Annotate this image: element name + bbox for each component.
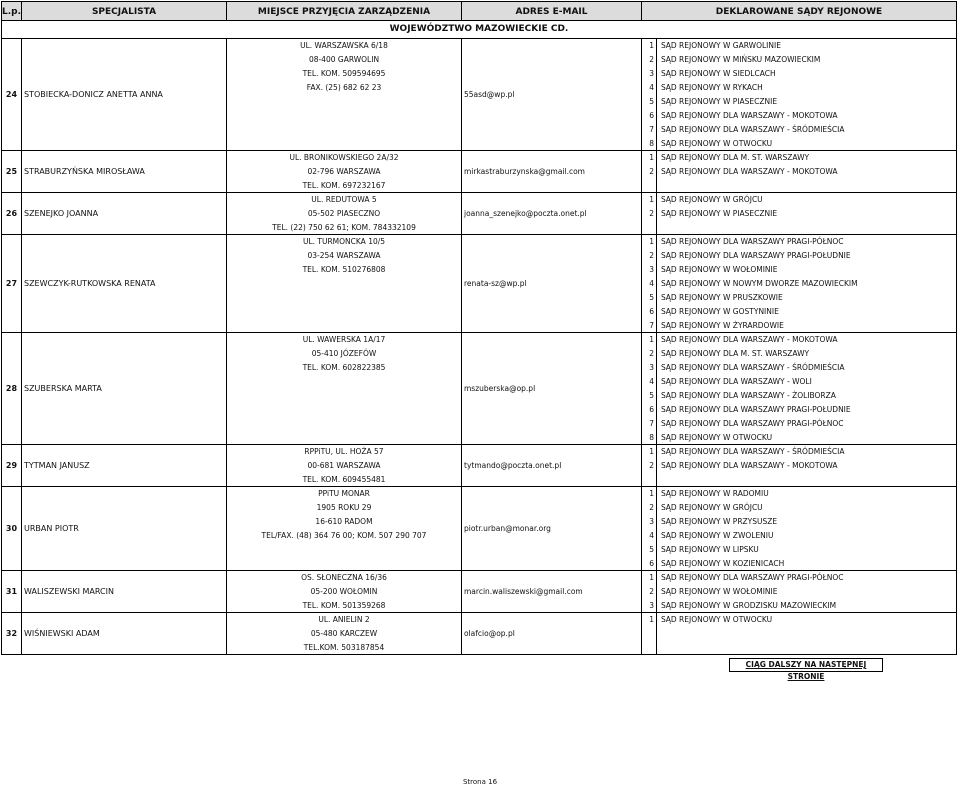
row-lp: 31: [2, 571, 22, 612]
email-cell[interactable]: joanna_szenejko@poczta.onet.pl: [462, 193, 642, 234]
court-item: [642, 179, 956, 192]
court-name: SĄD REJONOWY W OTWOCKU: [661, 615, 773, 624]
court-number: 1: [642, 151, 657, 165]
court-name: SĄD REJONOWY W GOSTYNINIE: [661, 307, 779, 316]
court-item: [642, 571, 956, 585]
court-number: 7: [642, 123, 657, 137]
table-row: [1, 193, 957, 235]
court-name: SĄD REJONOWY W NOWYM DWORZE MAZOWIECKIM: [661, 279, 858, 288]
court-number: 8: [642, 431, 657, 445]
address-line: UL. BRONIKOWSKIEGO 2A/32: [289, 153, 399, 162]
court-item: [642, 515, 956, 529]
address-cell: [227, 333, 462, 444]
court-item: [642, 585, 956, 599]
court-item: [642, 67, 956, 81]
court-number: 6: [642, 109, 657, 123]
court-name: SĄD REJONOWY DLA WARSZAWY - MOKOTOWA: [661, 111, 838, 120]
address-line: UL. REDUTOWA 5: [311, 195, 377, 204]
court-number: 3: [642, 263, 657, 277]
court-number: 5: [642, 543, 657, 557]
courts-cell: [642, 571, 956, 612]
court-name: SĄD REJONOWY W OTWOCKU: [661, 433, 773, 442]
court-item: [642, 305, 956, 319]
address-line: RPPiTU, UL. HOŻA 57: [304, 447, 384, 456]
court-number: 1: [642, 193, 657, 207]
address-cell: [227, 39, 462, 150]
courts-cell: [642, 613, 956, 654]
court-item: [642, 319, 956, 333]
court-item: [642, 557, 956, 571]
court-number: 5: [642, 95, 657, 109]
court-item: [642, 81, 956, 95]
email-cell[interactable]: renata-sz@wp.pl: [462, 235, 642, 332]
email-cell[interactable]: olafcio@op.pl: [462, 613, 642, 654]
address-line: UL. ANIELIN 2: [318, 615, 370, 624]
court-item: [642, 39, 956, 53]
court-item: [642, 501, 956, 515]
court-number: 7: [642, 319, 657, 333]
court-number: 1: [642, 333, 657, 347]
address-line: UL. TURMONCKA 10/5: [302, 237, 386, 246]
row-lp: 29: [2, 445, 22, 486]
specialist-name: WIŚNIEWSKI ADAM: [22, 613, 227, 654]
email-cell[interactable]: 55asd@wp.pl: [462, 39, 642, 150]
court-number: 5: [642, 291, 657, 305]
court-item: [642, 95, 956, 109]
address-cell: [227, 571, 462, 612]
court-name: SĄD REJONOWY DLA WARSZAWY PRAGI-PÓŁNOC: [661, 237, 844, 246]
address-line: TEL. KOM. 510276808: [302, 265, 386, 274]
court-name: SĄD REJONOWY DLA WARSZAWY - ŚRÓDMIEŚCIA: [661, 363, 845, 372]
court-name: SĄD REJONOWY DLA WARSZAWY - MOKOTOWA: [661, 461, 838, 470]
court-name: SĄD REJONOWY DLA M. ST. WARSZAWY: [661, 153, 810, 162]
specialist-name: SZENEJKO JOANNA: [22, 193, 227, 234]
court-name: SĄD REJONOWY W OTWOCKU: [661, 139, 773, 148]
court-name: SĄD REJONOWY DLA WARSZAWY - WOLI: [661, 377, 812, 386]
address-line: 1905 ROKU 29: [316, 503, 372, 512]
courts-cell: [642, 151, 956, 192]
court-number: 3: [642, 515, 657, 529]
court-number: 1: [642, 571, 657, 585]
court-number: 2: [642, 53, 657, 67]
address-cell: [227, 487, 462, 570]
court-item: [642, 599, 956, 613]
court-name: [657, 179, 661, 192]
specialist-name: SZEWCZYK-RUTKOWSKA RENATA: [22, 235, 227, 332]
court-item: [642, 375, 956, 389]
court-number: 2: [642, 165, 657, 179]
table-row: [1, 571, 957, 613]
address-line: UL. WAWERSKA 1A/17: [302, 335, 386, 344]
court-name: SĄD REJONOWY W LIPSKU: [661, 545, 759, 554]
court-name: SĄD REJONOWY DLA M. ST. WARSZAWY: [661, 349, 810, 358]
voivodeship-banner: WOJEWÓDZTWO MAZOWIECKIE CD.: [1, 21, 957, 39]
address-line: PPiTU MONAR: [318, 489, 370, 498]
court-item: [642, 263, 956, 277]
court-name: SĄD REJONOWY W PRUSZKOWIE: [661, 293, 783, 302]
email-cell[interactable]: mirkastraburzynska@gmail.com: [462, 151, 642, 192]
address-cell: [227, 613, 462, 654]
address-line: 16-610 RADOM: [315, 517, 373, 526]
continuation-note: CIĄG DALSZY NA NASTĘPNEJ STRONIE: [729, 658, 883, 672]
court-item: [642, 613, 956, 627]
specialist-name: STRABURZYŃSKA MIROSŁAWA: [22, 151, 227, 192]
address-line: TEL/FAX. (48) 364 76 00; KOM. 507 290 707: [261, 531, 427, 540]
address-line: 03-254 WARSZAWA: [307, 251, 381, 260]
address-line: 08-400 GARWOLIN: [308, 55, 380, 64]
address-line: TEL. KOM. 609455481: [302, 475, 386, 484]
court-number: 4: [642, 375, 657, 389]
address-line: 05-200 WOŁOMIN: [310, 587, 378, 596]
court-name: SĄD REJONOWY W RADOMIU: [661, 489, 769, 498]
court-number: [642, 179, 657, 192]
court-number: 4: [642, 277, 657, 291]
court-name: [657, 221, 661, 234]
court-item: [642, 221, 956, 234]
court-name: SĄD REJONOWY W GRÓJCU: [661, 503, 763, 512]
row-lp: 32: [2, 613, 22, 654]
specialist-name: URBAN PIOTR: [22, 487, 227, 570]
table-row: [1, 39, 957, 151]
court-item: [642, 473, 956, 486]
court-name: SĄD REJONOWY W WOŁOMINIE: [661, 587, 778, 596]
document-page: [1, 1, 957, 655]
court-number: 2: [642, 585, 657, 599]
court-item: [642, 109, 956, 123]
address-line: 05-480 KARCZEW: [310, 629, 378, 638]
court-name: SĄD REJONOWY W MIŃSKU MAZOWIECKIM: [661, 55, 821, 64]
address-line: TEL. KOM. 697232167: [302, 181, 386, 190]
court-name: SĄD REJONOWY W ZWOLENIU: [661, 531, 774, 540]
row-lp: 28: [2, 333, 22, 444]
court-item: [642, 403, 956, 417]
court-name: SĄD REJONOWY DLA WARSZAWY PRAGI-POŁUDNIE: [661, 405, 851, 414]
address-line: OS. SŁONECZNA 16/36: [301, 573, 387, 582]
table-header: [1, 1, 957, 21]
address-cell: [227, 193, 462, 234]
court-number: 1: [642, 487, 657, 501]
header-email: ADRES E-MAIL: [462, 2, 642, 20]
court-number: [642, 221, 657, 234]
court-item: [642, 249, 956, 263]
court-name: SĄD REJONOWY DLA WARSZAWY - MOKOTOWA: [661, 335, 838, 344]
table-row: [1, 235, 957, 333]
address-line: TEL. KOM. 602822385: [302, 363, 386, 372]
email-cell[interactable]: mszuberska@op.pl: [462, 333, 642, 444]
court-name: SĄD REJONOWY W KOZIENICACH: [661, 559, 785, 568]
court-number: [642, 627, 657, 641]
court-item: [642, 235, 956, 249]
court-item: [642, 431, 956, 445]
email-cell[interactable]: piotr.urban@monar.org: [462, 487, 642, 570]
court-name: SĄD REJONOWY DLA WARSZAWY PRAGI-POŁUDNIE: [661, 251, 851, 260]
court-item: [642, 151, 956, 165]
court-number: [642, 641, 657, 655]
court-item: [642, 333, 956, 347]
court-name: SĄD REJONOWY DLA WARSZAWY - ŻOLIBORZA: [661, 391, 836, 400]
courts-cell: [642, 39, 956, 150]
court-number: 2: [642, 347, 657, 361]
court-number: 2: [642, 207, 657, 221]
row-lp: 27: [2, 235, 22, 332]
court-name: SĄD REJONOWY DLA WARSZAWY - MOKOTOWA: [661, 167, 838, 176]
table-row: [1, 445, 957, 487]
court-name: SĄD REJONOWY W PRZYSUSZE: [661, 517, 778, 526]
court-number: 4: [642, 529, 657, 543]
address-line: 05-410 JÓZEFÓW: [311, 349, 377, 358]
court-name: SĄD REJONOWY DLA WARSZAWY PRAGI-PÓŁNOC: [661, 419, 844, 428]
row-lp: 25: [2, 151, 22, 192]
address-line: TEL. (22) 750 62 61; KOM. 784332109: [272, 223, 416, 232]
address-line: TEL. KOM. 501359268: [302, 601, 386, 610]
court-name: SĄD REJONOWY DLA WARSZAWY - ŚRÓDMIEŚCIA: [661, 447, 845, 456]
court-item: [642, 627, 956, 641]
court-number: 3: [642, 361, 657, 375]
court-item: [642, 291, 956, 305]
court-item: [642, 361, 956, 375]
court-number: 7: [642, 417, 657, 431]
table-row: [1, 333, 957, 445]
court-name: SĄD REJONOWY W WOŁOMINIE: [661, 265, 778, 274]
table-row: [1, 151, 957, 193]
courts-cell: [642, 193, 956, 234]
header-lp: L.p.: [2, 2, 22, 20]
court-name: SĄD REJONOWY DLA WARSZAWY PRAGI-PÓŁNOC: [661, 573, 844, 582]
court-name: SĄD REJONOWY DLA WARSZAWY - ŚRÓDMIEŚCIA: [661, 125, 845, 134]
court-name: SĄD REJONOWY W GRÓJCU: [661, 195, 763, 204]
row-lp: 24: [2, 39, 22, 150]
court-number: 2: [642, 501, 657, 515]
court-item: [642, 543, 956, 557]
court-number: 5: [642, 389, 657, 403]
address-line: FAX. (25) 682 62 23: [306, 83, 382, 92]
court-number: 2: [642, 459, 657, 473]
header-specjalista: SPECJALISTA: [22, 2, 227, 20]
court-number: 1: [642, 39, 657, 53]
court-item: [642, 207, 956, 221]
court-item: [642, 487, 956, 501]
court-name: SĄD REJONOWY W ŻYRARDOWIE: [661, 321, 784, 330]
court-item: [642, 445, 956, 459]
court-number: 3: [642, 67, 657, 81]
header-miejsce: MIEJSCE PRZYJĘCIA ZARZĄDZENIA: [227, 2, 462, 20]
specialist-name: SZUBERSKA MARTA: [22, 333, 227, 444]
court-item: [642, 165, 956, 179]
court-item: [642, 123, 956, 137]
court-name: [657, 627, 661, 641]
court-item: [642, 193, 956, 207]
courts-cell: [642, 487, 956, 570]
address-cell: [227, 151, 462, 192]
court-name: SĄD REJONOWY W PIASECZNIE: [661, 97, 778, 106]
specialist-name: TYTMAN JANUSZ: [22, 445, 227, 486]
table-row: [1, 487, 957, 571]
court-number: 2: [642, 249, 657, 263]
court-number: 3: [642, 599, 657, 613]
court-name: SĄD REJONOWY W GARWOLINIE: [661, 41, 781, 50]
courts-cell: [642, 333, 956, 444]
page-footer: Strona 16: [462, 778, 498, 786]
court-item: [642, 277, 956, 291]
table-row: [1, 613, 957, 655]
courts-cell: [642, 445, 956, 486]
court-item: [642, 417, 956, 431]
address-cell: [227, 445, 462, 486]
court-number: 6: [642, 403, 657, 417]
address-line: 02-796 WARSZAWA: [307, 167, 381, 176]
court-number: 6: [642, 557, 657, 571]
address-line: TEL. KOM. 509594695: [302, 69, 386, 78]
row-lp: 26: [2, 193, 22, 234]
court-number: 6: [642, 305, 657, 319]
court-item: [642, 53, 956, 67]
court-name: SĄD REJONOWY W GRODZISKU MAZOWIECKIM: [661, 601, 837, 610]
court-name: SĄD REJONOWY W SIEDLCACH: [661, 69, 776, 78]
email-cell[interactable]: tytmando@poczta.onet.pl: [462, 445, 642, 486]
court-number: 1: [642, 235, 657, 249]
court-name: SĄD REJONOWY W RYKACH: [661, 83, 763, 92]
address-cell: [227, 235, 462, 332]
court-item: [642, 137, 956, 151]
court-name: [657, 641, 661, 655]
court-item: [642, 641, 956, 655]
address-line: UL. WARSZAWSKA 6/18: [300, 41, 388, 50]
address-line: TEL.KOM. 503187854: [303, 643, 385, 652]
specialist-name: STOBIECKA-DONICZ ANETTA ANNA: [22, 39, 227, 150]
address-line: 05-502 PIASECZNO: [307, 209, 381, 218]
header-sady: DEKLAROWANE SĄDY REJONOWE: [715, 7, 883, 17]
address-line: 00-681 WARSZAWA: [307, 461, 381, 470]
court-item: [642, 459, 956, 473]
court-name: SĄD REJONOWY W PIASECZNIE: [661, 209, 778, 218]
courts-cell: [642, 235, 956, 332]
court-item: [642, 529, 956, 543]
court-number: 1: [642, 613, 657, 627]
court-number: 8: [642, 137, 657, 151]
court-item: [642, 389, 956, 403]
court-number: [642, 473, 657, 486]
table-body: [1, 39, 957, 655]
specialist-name: WALISZEWSKI MARCIN: [22, 571, 227, 612]
court-item: [642, 347, 956, 361]
court-name: [657, 473, 661, 486]
row-lp: 30: [2, 487, 22, 570]
court-number: 4: [642, 81, 657, 95]
email-cell[interactable]: marcin.waliszewski@gmail.com: [462, 571, 642, 612]
court-number: 1: [642, 445, 657, 459]
